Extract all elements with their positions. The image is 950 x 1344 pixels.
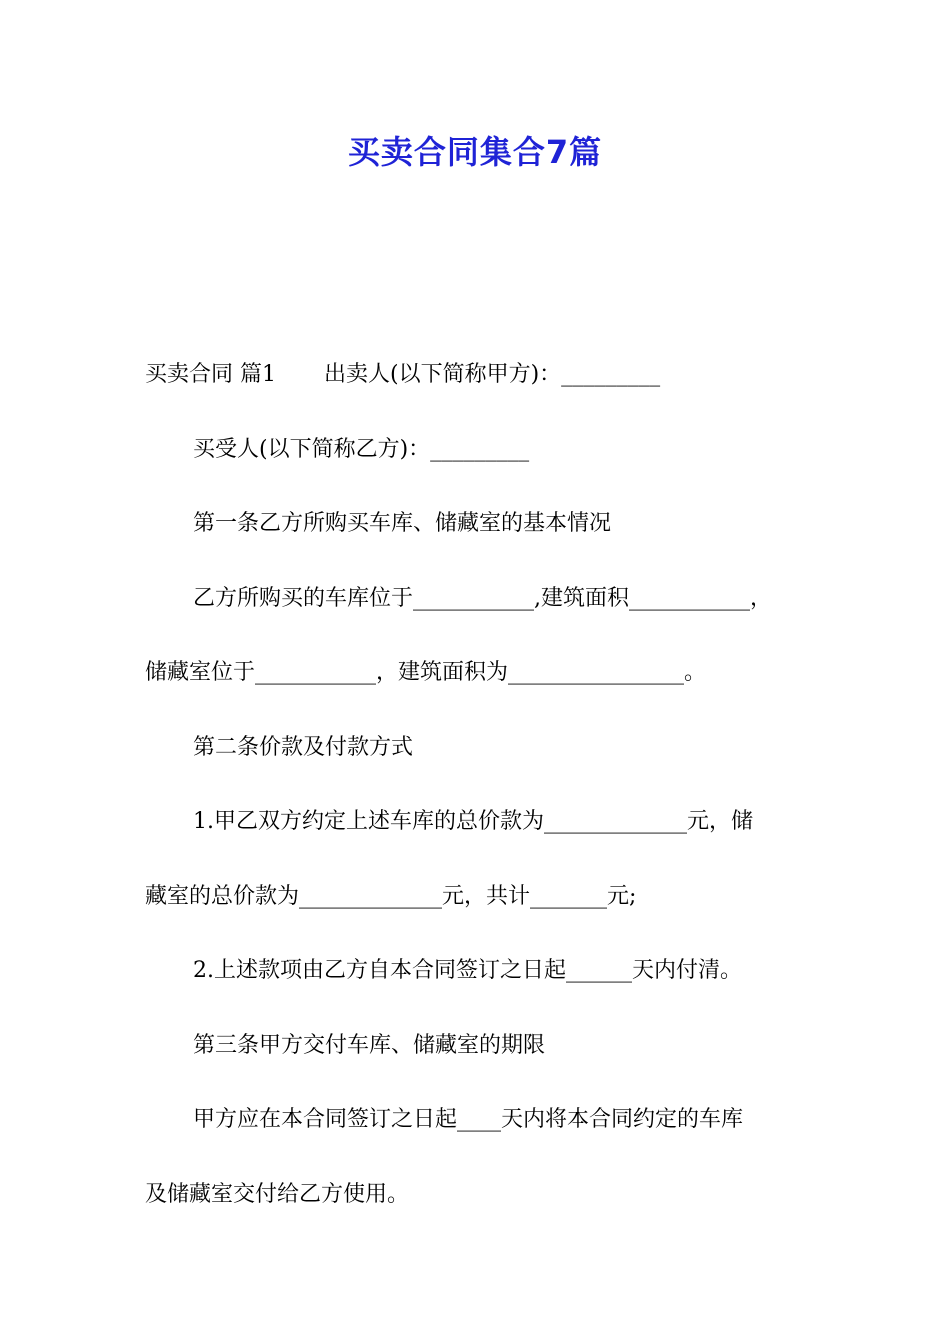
paragraph-garage-location: 乙方所购买的车库位于___________,建筑面积___________， bbox=[193, 585, 772, 611]
paragraph-payment-2: 2.上述款项由乙方自本合同签订之日起______天内付清。 bbox=[193, 958, 742, 983]
paragraph-delivery: 甲方应在本合同签订之日起____天内将本合同约定的车库 bbox=[193, 1107, 744, 1132]
paragraph-header-seller bbox=[145, 338, 825, 413]
paragraph-article-2-heading: 第二条价款及付款方式 bbox=[193, 734, 414, 760]
paragraph-storage-location: 储藏室位于___________，建筑面积为________________。 bbox=[145, 660, 707, 685]
paragraph-delivery-cont: 及储藏室交付给乙方使用。 bbox=[145, 1181, 410, 1207]
paragraph-buyer: 买受人(以下简称乙方)：_________ bbox=[193, 436, 530, 462]
paragraph-price-1: 1.甲乙双方约定上述车库的总价款为_____________元，储 bbox=[193, 809, 753, 834]
seller-line: 出卖人(以下简称甲方)：_________ bbox=[324, 362, 661, 387]
section-lead: 买卖合同 篇1 bbox=[145, 362, 276, 387]
paragraph-article-3-heading: 第三条甲方交付车库、储藏室的期限 bbox=[193, 1032, 546, 1058]
document-body bbox=[145, 338, 825, 1232]
document-title: 买卖合同集合7篇 bbox=[347, 133, 603, 171]
paragraph-price-1-cont: 藏室的总价款为_____________元，共计_______元; bbox=[145, 883, 637, 909]
paragraph-article-1-heading: 第一条乙方所购买车库、储藏室的基本情况 bbox=[193, 511, 612, 536]
